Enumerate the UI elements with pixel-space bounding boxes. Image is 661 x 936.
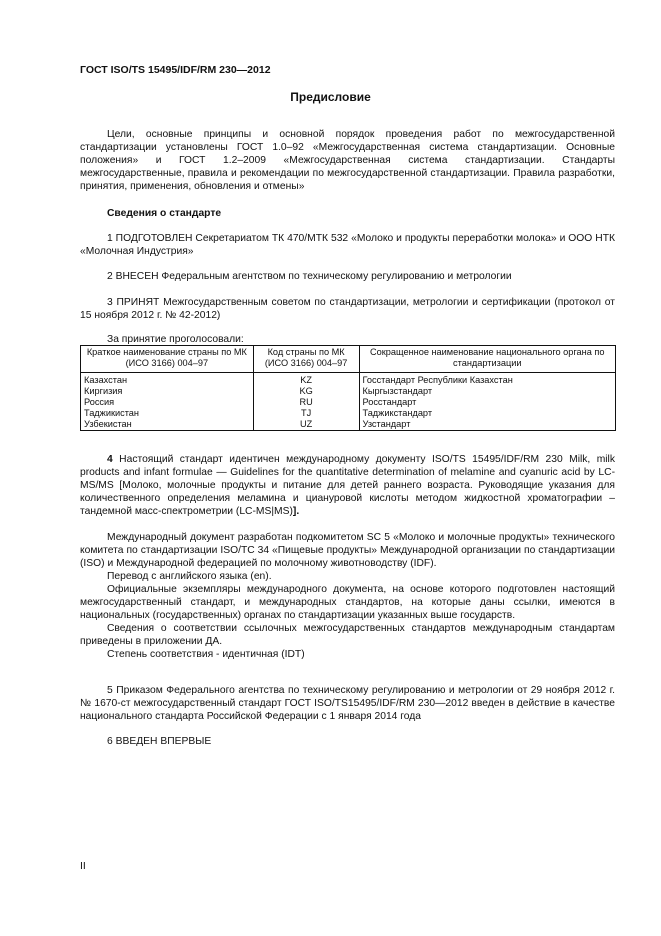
table-header-body: Сокращенное наименование национального органа по стандартизации xyxy=(359,346,616,373)
table-row xyxy=(81,408,616,419)
vote-caption: За принятие проголосовали: xyxy=(107,334,244,345)
table-cell-body: Узстандарт xyxy=(359,419,616,431)
table-cell-code: KZ xyxy=(253,373,359,387)
item-6-paragraph: 6 ВВЕДЕН ВПЕРВЫЕ xyxy=(107,736,212,747)
voting-table xyxy=(80,345,616,431)
table-cell-country: Таджикистан xyxy=(81,408,254,419)
intl-doc-paragraph: Международный документ разработан подкомитетом SC 5 «Молоко и молочные продукты» технического комитета по стандартизации ISO/TC 34 «Пищевые продукты» Международной организации по стандартизации (ISO) и Международной федерацией по молочному животноводству (IDF). xyxy=(80,532,615,569)
page-title: Предисловие xyxy=(290,90,371,104)
item-3-paragraph: 3 ПРИНЯТ Межгосударственным советом по стандартизации, метрологии и сертификации (протокол от 15 ноября 2012 г. № 42-2012) xyxy=(80,297,615,321)
table-cell-country: Казахстан xyxy=(81,373,254,387)
page-number: II xyxy=(80,860,86,872)
table-cell-body: Кыргызстандарт xyxy=(359,386,616,397)
table-cell-body: Таджикстандарт xyxy=(359,408,616,419)
table-header-code: Код страны по МК (ИСО 3166) 004–97 xyxy=(253,346,359,373)
conformity-paragraph: Степень соответствия - идентичная (IDT) xyxy=(107,649,305,660)
item-4-end: ]. xyxy=(292,506,300,517)
item-4-number: 4 xyxy=(107,454,113,465)
table-cell-country: Россия xyxy=(81,397,254,408)
table-cell-country: Киргизия xyxy=(81,386,254,397)
table-cell-code: UZ xyxy=(253,419,359,431)
official-copies-paragraph: Официальные экземпляры международного документа, на основе которого подготовлен настоящий межгосударственный стандарт, и международных стандартов, на которые даны ссылки, имеются в национальных (государственных) органах по стандартизации указанных выше государств. xyxy=(80,584,615,621)
table-cell-code: TJ xyxy=(253,408,359,419)
intro-paragraph: Цели, основные принципы и основной порядок проведения работ по межгосударственной стандартизации установлены ГОСТ 1.0–92 «Межгосударственная система стандартизации. Основные положения» и ГОСТ 1.2–2009 «Межгосударственная система стандартизации. Стандарты межгосударственные, правила и рекомендации по межгосударственной стандартизации. Правила разработки, принятия, применения, обновления и отмены» xyxy=(80,129,615,192)
table-row xyxy=(81,397,616,408)
table-row xyxy=(81,386,616,397)
item-4-details xyxy=(80,531,615,661)
references-paragraph: Сведения о соответствии ссылочных межгосударственных стандартов международным стандартам приведены в приложении ДА. xyxy=(80,623,615,647)
table-cell-body: Госстандарт Республики Казахстан xyxy=(359,373,616,387)
document-header: ГОСТ ISO/TS 15495/IDF/RM 230—2012 xyxy=(80,64,271,76)
table-cell-code: RU xyxy=(253,397,359,408)
item-4-paragraph xyxy=(80,453,615,518)
item-2-paragraph: 2 ВНЕСЕН Федеральным агентством по техническому регулированию и метрологии xyxy=(107,271,512,282)
table-cell-code: KG xyxy=(253,386,359,397)
item-1-paragraph: 1 ПОДГОТОВЛЕН Секретариатом ТК 470/МТК 532 «Молоко и продукты переработки молока» и ООО НТК «Молочная Индустрия» xyxy=(80,233,615,257)
table-row xyxy=(81,419,616,431)
translation-paragraph: Перевод с английского языка (en). xyxy=(107,571,272,582)
item-4-text: Настоящий стандарт идентичен международному документу ISO/TS 15495/IDF/RM 230 Milk, milk products and infant formulae — Guidelines for the quantitative determination of melamine and cyanuric acid by LC-MS/MS [Молоко, молочные продукты и питание для детей раннего возраста. Руководящие указания для количественного определения меламина и циануровой кислоты методом жидкостной хроматографии – тандемной масс-спектрометрии (LC-MS|MS) xyxy=(80,454,615,517)
section-heading: Сведения о стандарте xyxy=(107,208,222,219)
table-cell-body: Росстандарт xyxy=(359,397,616,408)
table-row xyxy=(81,373,616,387)
table-cell-country: Узбекистан xyxy=(81,419,254,431)
table-header-country: Краткое наименование страны по МК (ИСО 3166) 004–97 xyxy=(81,346,254,373)
item-5-paragraph: 5 Приказом Федерального агентства по техническому регулированию и метрологии от 29 ноября 2012 г. № 1670-ст межгосударственный стандарт ГОСТ ISO/TS15495/IDF/RM 230—2012 введен в действие в качестве национального стандарта Российской Федерации с 1 января 2014 года xyxy=(80,685,615,722)
